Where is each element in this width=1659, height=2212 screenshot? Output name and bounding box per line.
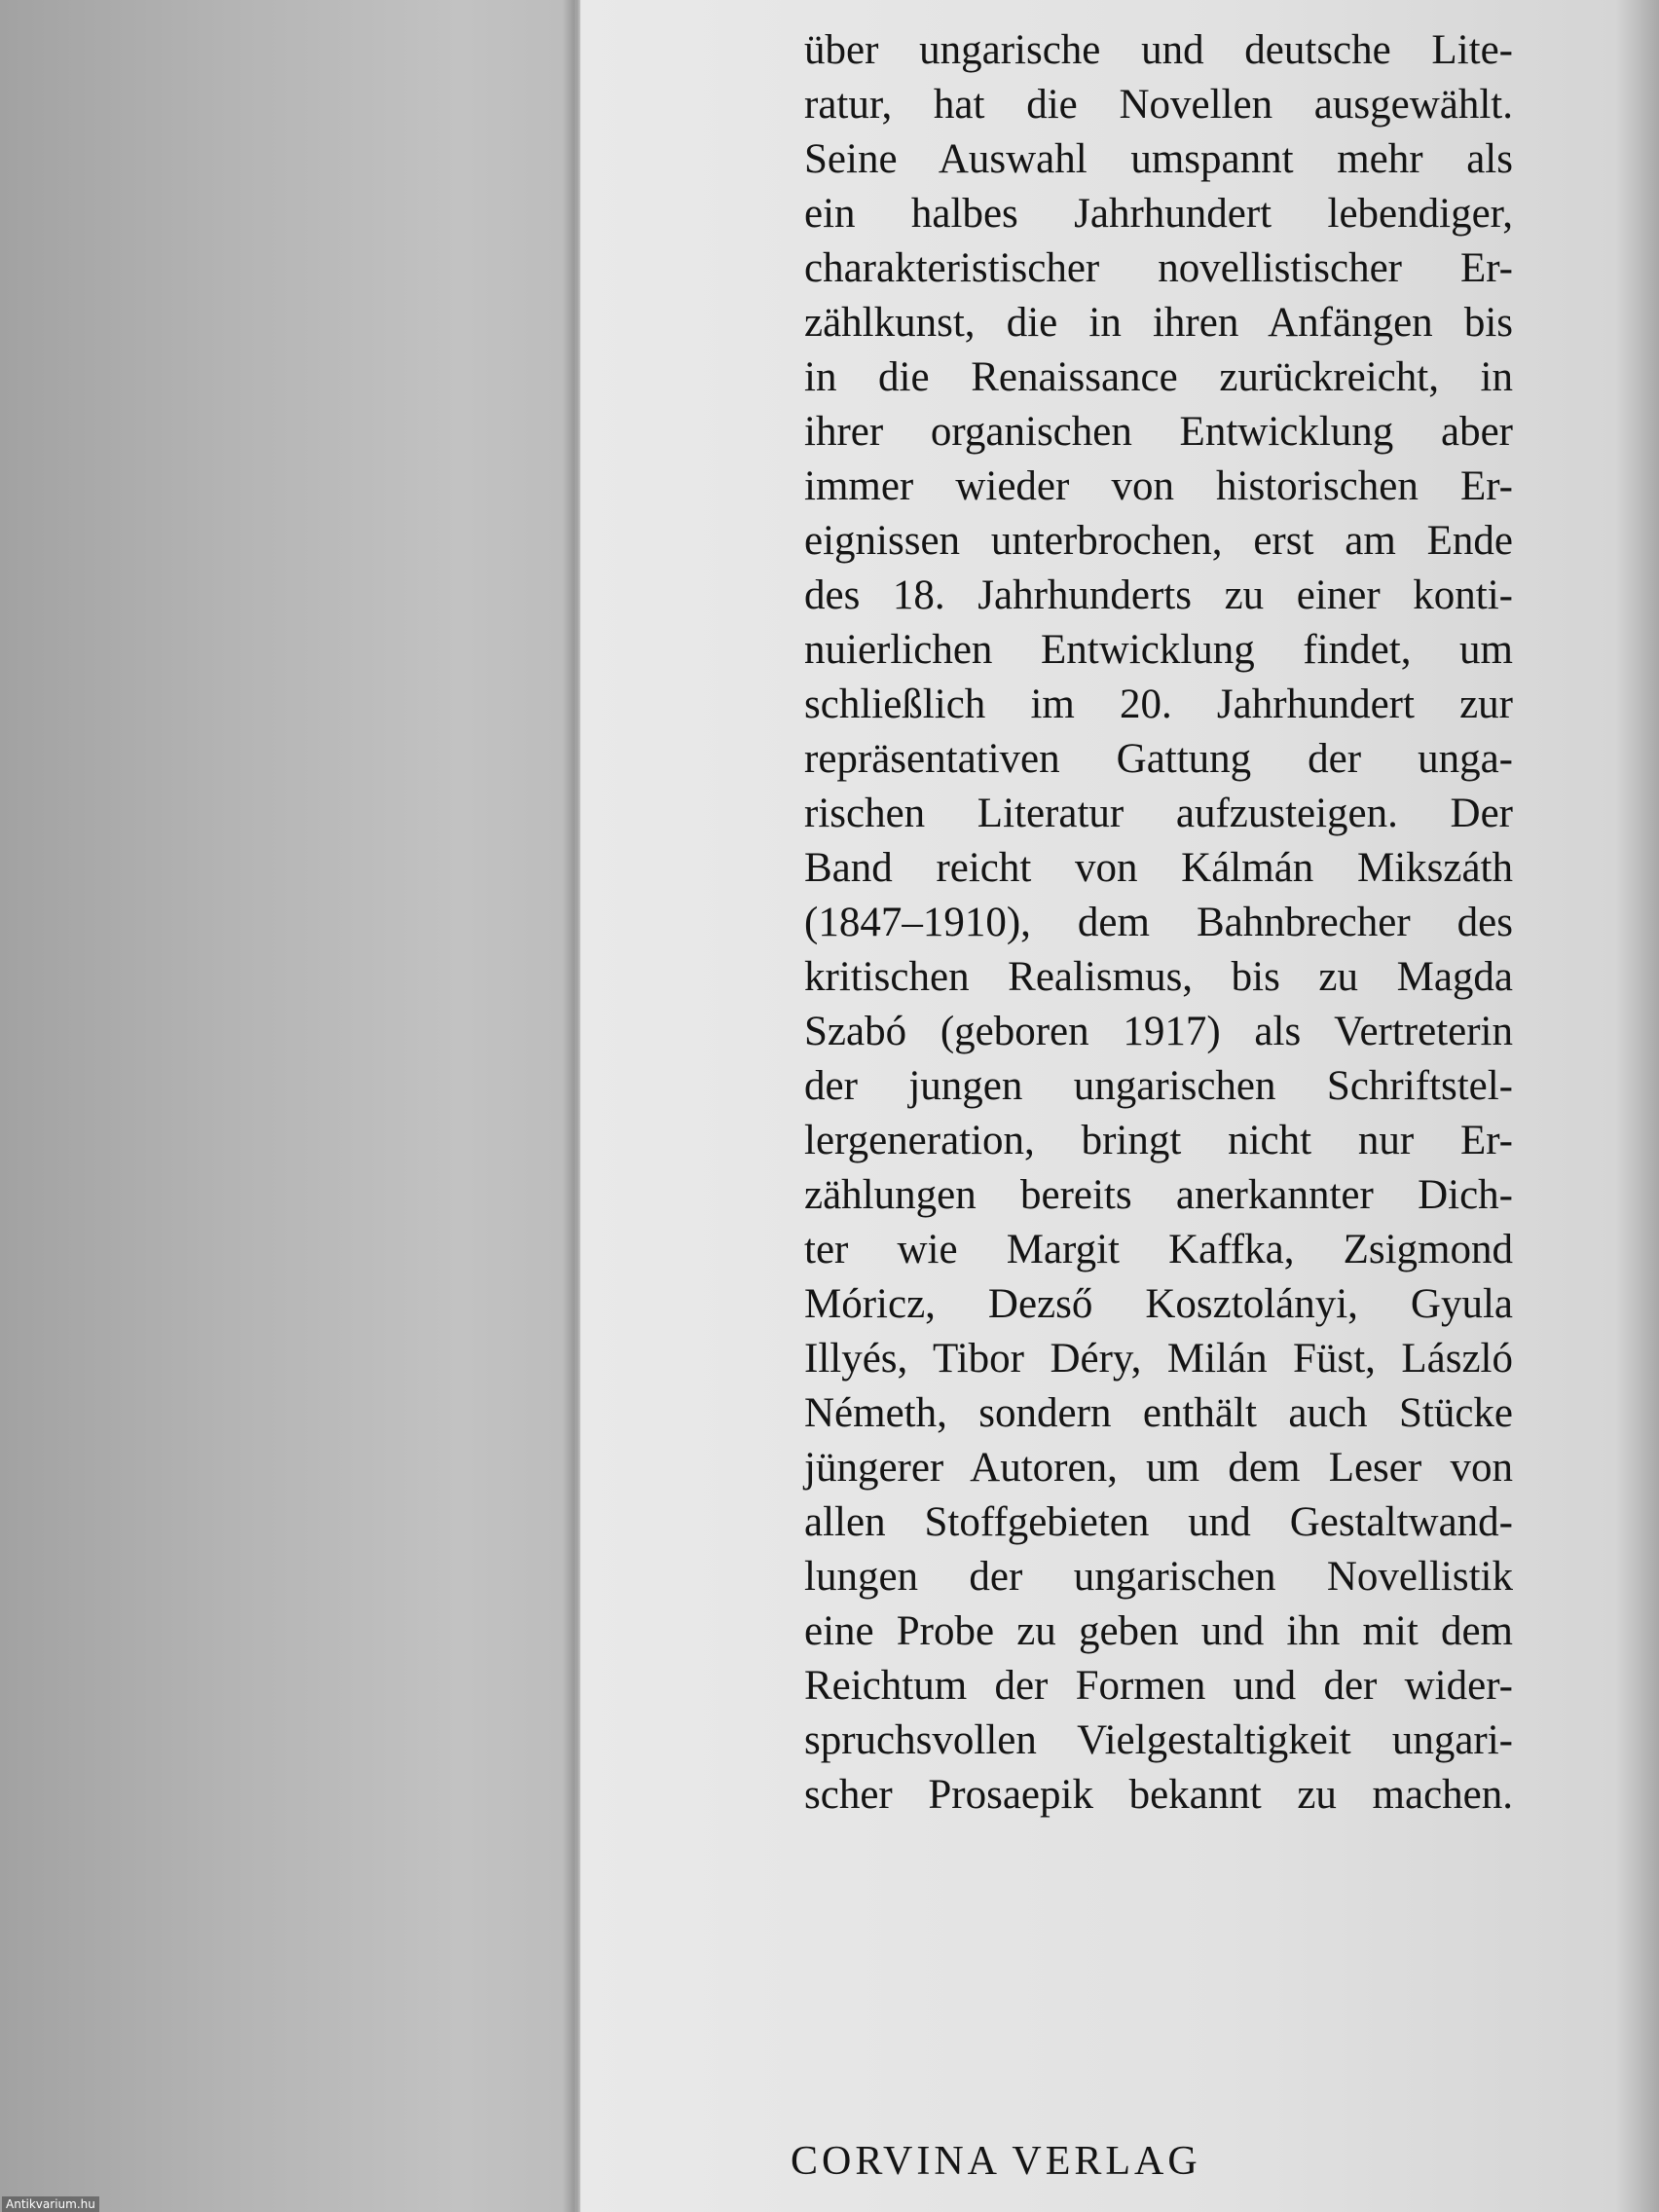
text-line: Band reicht von Kálmán Mikszáth [804, 845, 1513, 891]
publisher-name: CORVINA VERLAG [791, 2139, 1201, 2184]
text-line: kritischen Realismus, bis zu Magda [804, 954, 1513, 1000]
text-line: der jungen ungarischen Schriftstel- [804, 1063, 1513, 1109]
text-line: lungen der ungarischen Novellistik [804, 1554, 1513, 1600]
left-page [0, 0, 576, 2212]
watermark-logo: Antikvarium.hu [2, 2196, 99, 2212]
text-line: über ungarische und deutsche Lite- [804, 27, 1513, 73]
text-line: Illyés, Tibor Déry, Milán Füst, László [804, 1336, 1513, 1382]
text-line: ter wie Margit Kaffka, Zsigmond [804, 1227, 1513, 1272]
text-line: ihrer organischen Entwicklung aber [804, 409, 1513, 455]
text-line: eignissen unterbrochen, erst am Ende [804, 518, 1513, 564]
text-line: Seine Auswahl umspannt mehr als [804, 136, 1513, 182]
text-line: eine Probe zu geben und ihn mit dem [804, 1608, 1513, 1654]
text-line: immer wieder von historischen Er- [804, 463, 1513, 509]
text-line: Móricz, Dezső Kosztolányi, Gyula [804, 1281, 1513, 1327]
text-line: allen Stoffgebieten und Gestaltwand- [804, 1499, 1513, 1545]
text-line: Németh, sondern enthält auch Stücke [804, 1390, 1513, 1436]
text-line: in die Renaissance zurückreicht, in [804, 354, 1513, 400]
text-line: ratur, hat die Novellen ausgewählt. [804, 82, 1513, 128]
text-line: charakteristischer novellistischer Er- [804, 245, 1513, 291]
book-gutter [563, 0, 582, 2212]
text-line: des 18. Jahrhunderts zu einer konti- [804, 572, 1513, 618]
text-line: (1847–1910), dem Bahnbrecher des [804, 900, 1513, 945]
text-line: Reichtum der Formen und der wider- [804, 1663, 1513, 1709]
text-line: rischen Literatur aufzusteigen. Der [804, 791, 1513, 836]
text-line: zählkunst, die in ihren Anfängen bis [804, 300, 1513, 346]
text-line: Szabó (geboren 1917) als Vertreterin [804, 1009, 1513, 1054]
text-line: schließlich im 20. Jahrhundert zur [804, 682, 1513, 727]
text-line: scher Prosaepik bekannt zu machen. [804, 1772, 1513, 1818]
text-line: repräsentativen Gattung der unga- [804, 736, 1513, 782]
text-line: nuierlichen Entwicklung findet, um [804, 627, 1513, 673]
text-line: spruchsvollen Vielgestaltigkeit ungari- [804, 1717, 1513, 1763]
text-line: ein halbes Jahrhundert lebendiger, [804, 191, 1513, 237]
blurb-text [804, 23, 1513, 1823]
text-line: jüngerer Autoren, um dem Leser von [804, 1445, 1513, 1491]
text-line: zählungen bereits anerkannter Dich- [804, 1172, 1513, 1218]
text-line: lergeneration, bringt nicht nur Er- [804, 1118, 1513, 1163]
